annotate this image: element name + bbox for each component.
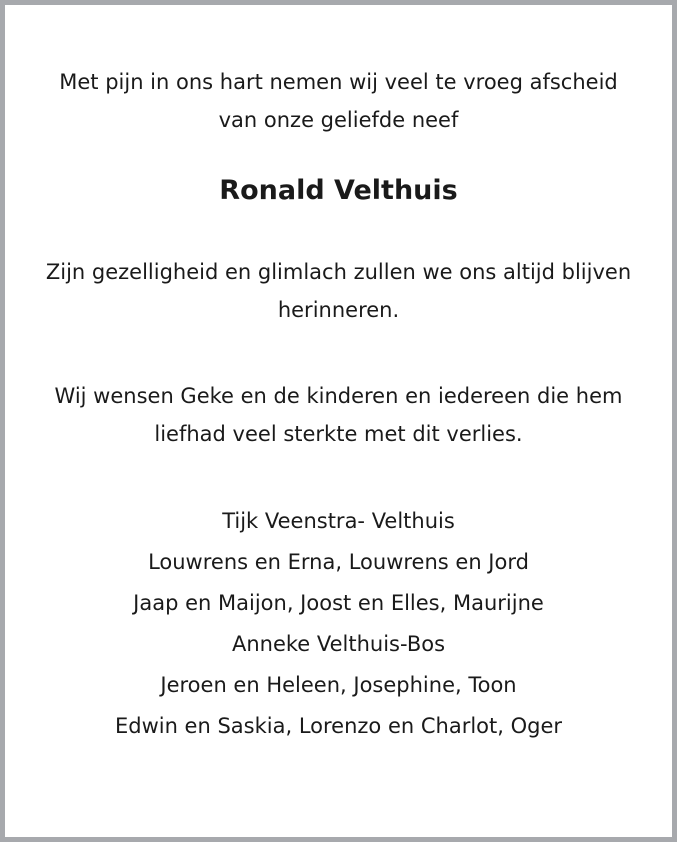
intro-line-2: van onze geliefde neef (218, 108, 459, 132)
memory-line-2: herinneren. (277, 298, 400, 322)
signer-line: Jeroen en Heleen, Josephine, Toon (160, 673, 517, 697)
signer-line: Louwrens en Erna, Louwrens en Jord (148, 550, 529, 574)
condolence-line-2: liefhad veel sterkte met dit verlies. (154, 422, 523, 446)
signers-list (10, 501, 667, 747)
deceased-name: Ronald Velthuis (219, 175, 458, 206)
signer-line: Tijk Veenstra- Velthuis (222, 509, 455, 533)
intro-line-1: Met pijn in ons hart nemen wij veel te vroeg afscheid (59, 70, 618, 94)
memory-line-1: Zijn gezelligheid en glimlach zullen we ons altijd blijven (45, 260, 632, 284)
signer-line: Anneke Velthuis-Bos (231, 632, 446, 656)
intro-text (10, 63, 667, 139)
signer-line: Edwin en Saskia, Lorenzo en Charlot, Oger (114, 714, 563, 738)
signer-line: Jaap en Maijon, Joost en Elles, Maurijne (133, 591, 544, 615)
memory-paragraph (10, 253, 667, 329)
condolence-line-1: Wij wensen Geke en de kinderen en iedereen die hem (54, 384, 623, 408)
condolence-paragraph (10, 377, 667, 453)
